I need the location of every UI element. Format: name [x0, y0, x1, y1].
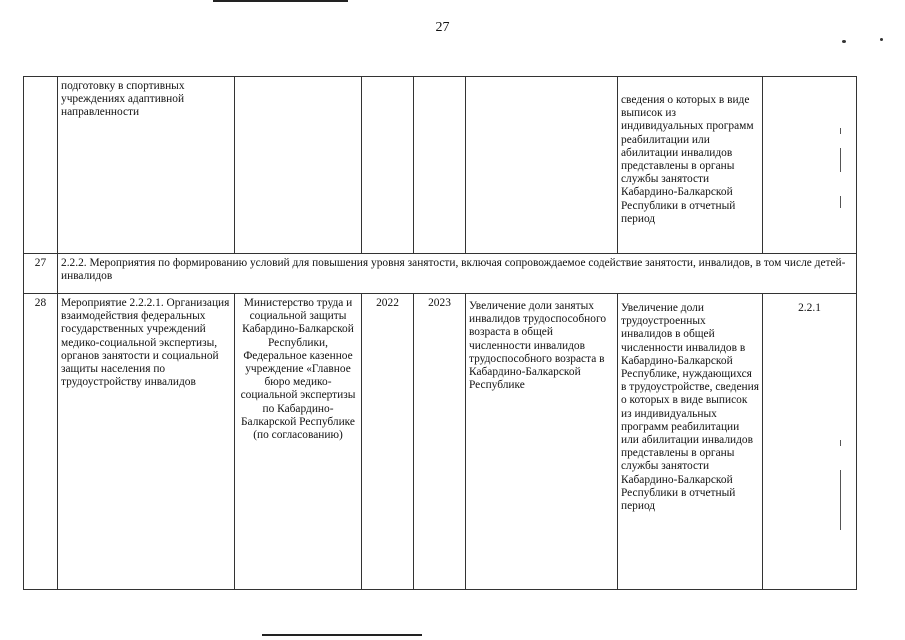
- cell-link: 2.2.1: [763, 294, 857, 590]
- scan-artifact-edge: [840, 440, 841, 446]
- scan-artifact-bottom: [262, 634, 422, 636]
- cell-indicator: сведения о которых в виде выписок из индивидуальных программ реабилитации или абилитации инвалидов представлены в органы службы занятости Кабардино-Балкарской Республики в отчетный период: [618, 77, 763, 254]
- cell-num: 27: [24, 254, 58, 294]
- cell-start-year: 2022: [362, 294, 414, 590]
- table-row-section: [24, 254, 857, 294]
- cell-measure: подготовку в спортивных учреждениях адаптивной направленности: [58, 77, 235, 254]
- scan-artifact-edge: [840, 470, 841, 530]
- scan-dot: [880, 38, 883, 41]
- program-table: [23, 76, 857, 590]
- cell-result: [466, 77, 618, 254]
- page-number: 27: [435, 20, 450, 35]
- table-row: [24, 294, 857, 590]
- scan-artifact-top: [213, 0, 348, 2]
- cell-start-year: [362, 77, 414, 254]
- cell-link: [763, 77, 857, 254]
- scan-artifact-edge: [840, 196, 841, 208]
- scan-artifact-edge: [840, 128, 841, 134]
- cell-num: [24, 77, 58, 254]
- cell-num: 28: [24, 294, 58, 590]
- section-heading: 2.2.2. Мероприятия по формированию условий для повышения уровня занятости, включая сопровождаемое содействие занятости, инвалидов, в том числе детей-инвалидов: [58, 254, 857, 294]
- cell-indicator: Увеличение доли трудоустроенных инвалидов в общей численности инвалидов в Кабардино-Балкарской Республике, нуждающихся в трудоустройстве, сведения о которых в виде выписок из индивидуальных программ реабилитации или абилитации инвалидов представлены в органы службы занятости Кабардино-Балкарской Республики в отчетный период: [618, 294, 763, 590]
- cell-executor: Министерство труда и социальной защиты Кабардино-Балкарской Республики, Федеральное казенное учреждение «Главное бюро медико-социальной экспертизы по Кабардино-Балкарской Республике (по согласованию): [235, 294, 362, 590]
- scan-artifact-edge: [840, 148, 841, 172]
- scan-dot: [842, 40, 846, 43]
- cell-measure: Мероприятие 2.2.2.1. Организация взаимодействия федеральных государственных учреждений медико-социальной экспертизы, органов занятости и социальной защиты населения по трудоустройству инвалидов: [58, 294, 235, 590]
- cell-executor: [235, 77, 362, 254]
- cell-result: Увеличение доли занятых инвалидов трудоспособного возраста в общей численности инвалидов трудоспособного возраста в Кабардино-Балкарской Республике: [466, 294, 618, 590]
- table-row-continuation: [24, 77, 857, 254]
- cell-end-year: 2023: [414, 294, 466, 590]
- cell-end-year: [414, 77, 466, 254]
